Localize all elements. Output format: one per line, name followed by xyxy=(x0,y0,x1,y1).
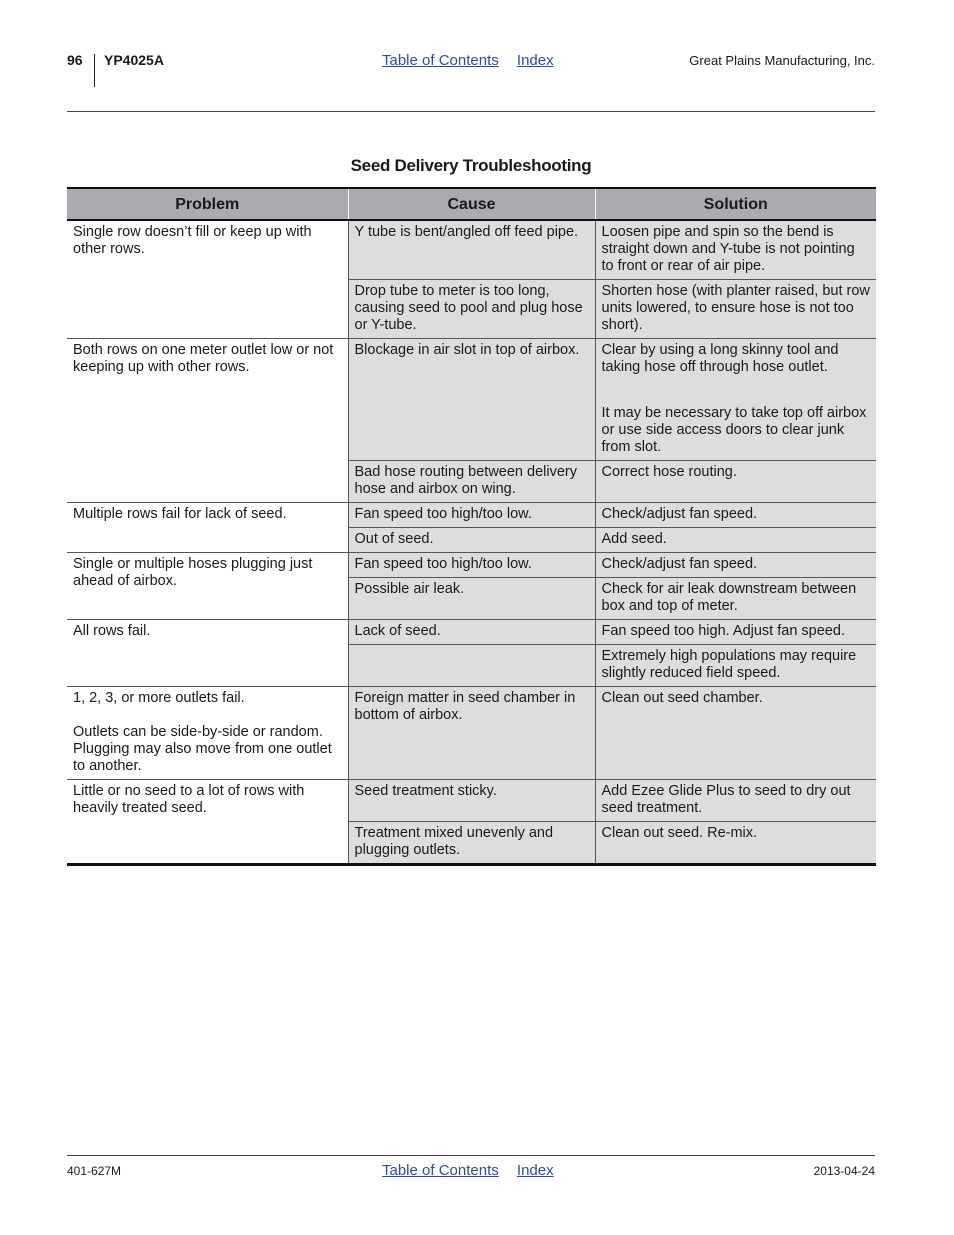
table-header-row xyxy=(67,188,876,220)
paragraph-gap xyxy=(602,376,871,405)
table-row xyxy=(67,780,876,822)
solution-cell xyxy=(595,578,876,620)
solution-text: Add Ezee Glide Plus to seed to dry out seed treatment. xyxy=(601,783,851,816)
footer-rule xyxy=(67,1155,875,1156)
problem-cell xyxy=(67,553,348,620)
problem-cell xyxy=(67,780,348,865)
solution-cell xyxy=(595,780,876,822)
solution-text: Check/adjust fan speed. xyxy=(601,506,758,522)
problem-text: All rows fail. xyxy=(73,623,151,639)
table-body xyxy=(67,220,876,865)
problem-cell xyxy=(67,339,348,503)
solution-cell xyxy=(595,280,876,339)
problem-cell xyxy=(67,687,348,780)
page-footer xyxy=(67,1162,875,1182)
table-of-contents-link[interactable]: Table of Contents xyxy=(382,52,499,69)
model-name: YP4025A xyxy=(104,52,164,68)
solution-text: Correct hose routing. xyxy=(601,464,737,480)
cause-cell: Y tube is bent/angled off feed pipe. xyxy=(348,220,595,280)
cause-cell: Bad hose routing between delivery hose and airbox on wing. xyxy=(348,461,595,503)
page-header xyxy=(67,52,875,88)
cause-cell: Blockage in air slot in top of airbox. xyxy=(348,339,595,461)
solution-cell xyxy=(595,220,876,280)
problem-text: Little or no seed to a lot of rows with heavily treated seed. xyxy=(73,783,305,816)
troubleshooting-table xyxy=(67,187,876,866)
cause-cell: Treatment mixed unevenly and plugging outlets. xyxy=(348,822,595,865)
solution-text: Fan speed too high. Adjust fan speed. xyxy=(601,623,845,639)
company-name: Great Plains Manufacturing, Inc. xyxy=(689,53,875,68)
solution-cell xyxy=(595,528,876,553)
column-header-cause: Cause xyxy=(348,188,595,220)
solution-cell xyxy=(595,620,876,645)
footer-table-of-contents-link[interactable]: Table of Contents xyxy=(382,1162,499,1179)
solution-cell xyxy=(595,461,876,503)
table-title: Seed Delivery Troubleshooting xyxy=(350,156,592,175)
solution-text: It may be necessary to take top off airbox or use side access doors to clear junk from slot. xyxy=(601,405,867,455)
problem-cell xyxy=(67,620,348,687)
problem-text: 1, 2, 3, or more outlets fail. xyxy=(73,690,245,706)
solution-cell xyxy=(595,822,876,865)
problem-text: Both rows on one meter outlet low or not keeping up with other rows. xyxy=(73,342,334,375)
problem-cell xyxy=(67,503,348,553)
solution-cell xyxy=(595,503,876,528)
solution-text: Shorten hose (with planter raised, but row units lowered, to ensure hose is not too short). xyxy=(601,283,870,333)
solution-cell xyxy=(595,339,876,461)
problem-text: Outlets can be side-by-side or random. Plugging may also move from one outlet to another. xyxy=(73,724,332,774)
cause-cell: Lack of seed. xyxy=(348,620,595,645)
solution-text: Check/adjust fan speed. xyxy=(601,556,758,572)
problem-text: Single or multiple hoses plugging just ahead of airbox. xyxy=(73,556,313,589)
solution-text: Loosen pipe and spin so the bend is straight down and Y-tube is not pointing to front or rear of air pipe. xyxy=(601,224,855,274)
solution-text: Clear by using a long skinny tool and taking hose off through hose outlet. xyxy=(601,342,839,375)
cause-cell: Fan speed too high/too low. xyxy=(348,553,595,578)
cause-cell: Out of seed. xyxy=(348,528,595,553)
solution-text: Clean out seed chamber. xyxy=(601,690,763,706)
cause-cell: Possible air leak. xyxy=(348,578,595,620)
table-row xyxy=(67,553,876,578)
table-row xyxy=(67,220,876,280)
table-row xyxy=(67,503,876,528)
cause-cell: Fan speed too high/too low. xyxy=(348,503,595,528)
solution-cell xyxy=(595,645,876,687)
footer-nav xyxy=(382,1162,568,1179)
header-rule xyxy=(67,111,875,112)
header-nav xyxy=(382,52,568,69)
table-row xyxy=(67,620,876,645)
cause-cell: Seed treatment sticky. xyxy=(348,780,595,822)
problem-text: Single row doesn’t fill or keep up with other rows. xyxy=(73,224,312,257)
cause-cell: Drop tube to meter is too long, causing seed to pool and plug hose or Y-tube. xyxy=(348,280,595,339)
table-row xyxy=(67,339,876,461)
solution-cell xyxy=(595,553,876,578)
document-number: 401-627M xyxy=(67,1164,122,1178)
column-header-problem: Problem xyxy=(67,188,348,220)
document-date: 2013-04-24 xyxy=(813,1164,875,1178)
cause-cell: Foreign matter in seed chamber in bottom of airbox. xyxy=(348,687,595,780)
problem-cell xyxy=(67,220,348,339)
solution-text: Check for air leak downstream between box and top of meter. xyxy=(601,581,857,614)
solution-text: Extremely high populations may require slightly reduced field speed. xyxy=(601,648,857,681)
problem-text: Multiple rows fail for lack of seed. xyxy=(73,506,287,522)
footer-index-link[interactable]: Index xyxy=(516,1162,554,1179)
page-number: 96 xyxy=(67,52,83,68)
table-row xyxy=(67,687,876,780)
solution-cell xyxy=(595,687,876,780)
cause-cell xyxy=(348,645,595,687)
solution-text: Add seed. xyxy=(601,531,667,547)
header-divider xyxy=(94,54,95,87)
paragraph-gap xyxy=(73,707,342,724)
column-header-solution: Solution xyxy=(595,188,876,220)
index-link[interactable]: Index xyxy=(516,52,554,69)
solution-text: Clean out seed. Re-mix. xyxy=(601,825,758,841)
